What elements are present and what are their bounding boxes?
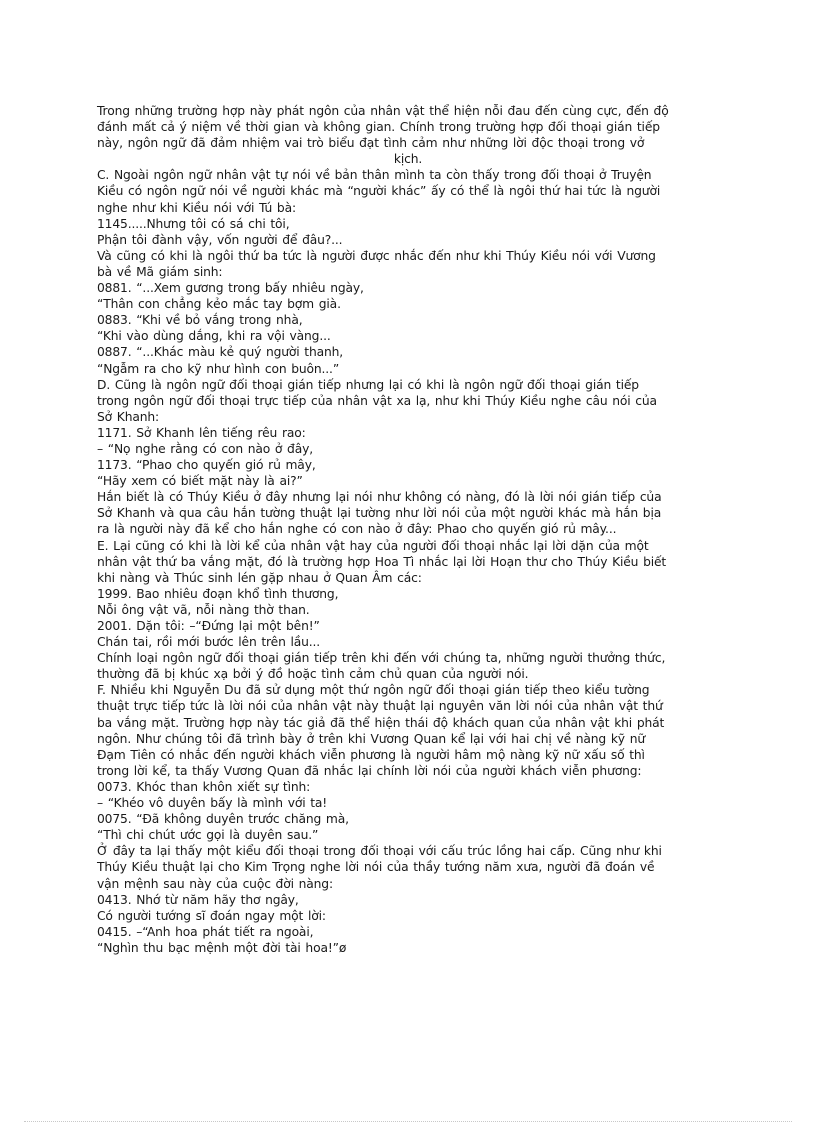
- text-line: F. Nhiều khi Nguyễn Du đã sử dụng một thứ ngôn ngữ đối thoại gián tiếp theo kiểu tường: [97, 683, 650, 698]
- text-line: Kiều có ngôn ngữ nói về người khác mà “người khác” ấy có thể là ngôi thứ hai tức là người: [97, 184, 661, 199]
- text-line: 0075. “Đã không duyên trước chăng mà,: [97, 812, 349, 827]
- text-line: “Ngẫm ra cho kỹ như hình con buôn...”: [97, 361, 340, 376]
- text-line: D. Cũng là ngôn ngữ đối thoại gián tiếp nhưng lại có khi là ngôn ngữ đối thoại gián tiếp: [97, 377, 639, 392]
- text-line: vận mệnh sau này của cuộc đời nàng:: [97, 876, 333, 891]
- text-line: C. Ngoài ngôn ngữ nhân vật tự nói về bản thân mình ta còn thấy trong đối thoại ở Truyện: [97, 168, 652, 183]
- text-line: “Thì chi chút ước gọi là duyên sau.”: [97, 828, 319, 843]
- text-line: trong ngôn ngữ đối thoại trực tiếp của nhân vật xa lạ, như khi Thúy Kiều nghe câu nói của: [97, 393, 657, 408]
- text-line: Hắn biết là có Thúy Kiều ở đây nhưng lại nói như không có nàng, đó là lời nói gián tiếp của: [97, 490, 662, 505]
- text-line: khi nàng và Thúc sinh lén gặp nhau ở Quan Âm các:: [97, 570, 422, 585]
- text-line: Đạm Tiên có nhắc đến người khách viễn phương là người hâm mộ nàng kỹ nữ xấu số thì: [97, 747, 645, 762]
- text-line: Phận tôi đành vậy, vốn người để đâu?...: [97, 232, 343, 247]
- text-line: Nỗi ông vật vã, nỗi nàng thờ than.: [97, 602, 310, 617]
- document-body: [97, 103, 719, 956]
- text-line: thường đã bị khúc xạ bởi ý đồ hoặc tình cảm chủ quan của người nói.: [97, 667, 529, 682]
- text-line: trong lời kể, ta thấy Vương Quan đã nhắc lại chính lời nói của người khách viễn phương:: [97, 763, 642, 778]
- text-line: bà về Mã giám sinh:: [97, 264, 223, 279]
- text-line: “Khi vào dùng dắng, khi ra vội vàng...: [97, 329, 331, 344]
- page-bottom-rule: [24, 1121, 792, 1122]
- text-line: “Thân con chẳng kẻo mắc tay bợm già.: [97, 297, 341, 312]
- text-line: 1999. Bao nhiêu đoạn khổ tình thương,: [97, 586, 339, 601]
- text-line: 0881. “...Xem gương trong bấy nhiêu ngày,: [97, 281, 364, 296]
- text-line: đánh mất cả ý niệm về thời gian và không gian. Chính trong trường hợp đối thoại gián tiếp: [97, 120, 660, 135]
- text-line: Chán tai, rồi mới bước lên trên lầu...: [97, 635, 321, 650]
- text-line: 0883. “Khi về bỏ vắng trong nhà,: [97, 313, 303, 328]
- text-line: Chính loại ngôn ngữ đối thoại gián tiếp trên khi đến với chúng ta, những người thưởng thức,: [97, 651, 666, 666]
- text-line: nhân vật thứ ba vắng mặt, đó là trường hợp Hoa Tì nhắc lại lời Hoạn thư cho Thúy Kiều biết: [97, 554, 667, 569]
- text-line: 0887. “...Khác màu kẻ quý người thanh,: [97, 345, 344, 360]
- text-line: nghe như khi Kiều nói với Tú bà:: [97, 200, 296, 215]
- text-line: – “Khéo vô duyên bấy là mình với ta!: [97, 796, 328, 811]
- text-line: Trong những trường hợp này phát ngôn của nhân vật thể hiện nỗi đau đến cùng cực, đến độ: [97, 104, 669, 118]
- text-line: – “Nọ nghe rằng có con nào ở đây,: [97, 441, 313, 456]
- text-line: 1171. Sở Khanh lên tiếng rêu rao:: [97, 425, 306, 440]
- text-line: này, ngôn ngữ đã đảm nhiệm vai trò biểu đạt tình cảm như những lời độc thoại trong vở: [97, 136, 645, 151]
- text-line: E. Lại cũng có khi là lời kể của nhân vật hay của người đối thoại nhắc lại lời dặn của một: [97, 538, 649, 553]
- text-line: 1173. “Phao cho quyến gió rủ mây,: [97, 458, 316, 473]
- text-line: ngôn. Như chúng tôi đã trình bày ở trên khi Vương Quan kể lại với hai chị về nàng kỹ nữ: [97, 731, 645, 746]
- text-line: 0413. Nhớ từ năm hãy thơ ngây,: [97, 892, 299, 907]
- text-line: Thúy Kiều thuật lại cho Kim Trọng nghe lời nói của thầy tướng năm xưa, người đã đoán về: [97, 860, 655, 875]
- text-line: 0073. Khóc than khôn xiết sự tình:: [97, 779, 311, 794]
- text-line: Có người tướng sĩ đoán ngay một lời:: [97, 908, 326, 923]
- text-line: 2001. Dặn tôi: –“Đứng lại một bên!”: [97, 619, 320, 633]
- text-line: Sở Khanh và qua câu hắn tường thuật lại tường như lời nói của một người khác mà hắn bịa: [97, 506, 662, 521]
- text-line: Sở Khanh:: [97, 409, 160, 424]
- text-line: kịch.: [393, 152, 423, 167]
- text-line: 1145.....Nhưng tôi có sá chi tôi,: [97, 216, 290, 231]
- text-line: ba vắng mặt. Trường hợp này tác giả đã thể hiện thái độ khách quan của nhân vật khi phát: [97, 715, 665, 730]
- text-line: Và cũng có khi là ngôi thứ ba tức là người được nhắc đến như khi Thúy Kiều nói với Vương: [97, 248, 656, 263]
- text-line: ra là người này đã kể cho hắn nghe có con nào ở đây: Phao cho quyến gió rủ mây...: [97, 522, 617, 537]
- text-line: 0415. –“Anh hoa phát tiết ra ngoài,: [97, 924, 314, 939]
- text-line: thuật trực tiếp tức là lời nói của nhân vật này thuật lại nguyên văn lời nói của nhân vật thứ: [97, 699, 663, 714]
- text-line: “Nghìn thu bạc mệnh một đời tài hoa!”ø: [97, 940, 347, 955]
- text-line: “Hãy xem có biết mặt này là ai?”: [97, 474, 303, 489]
- text-line: Ở đây ta lại thấy một kiểu đối thoại trong đối thoại với cấu trúc lồng hai cấp. Cũng như khi: [97, 844, 662, 859]
